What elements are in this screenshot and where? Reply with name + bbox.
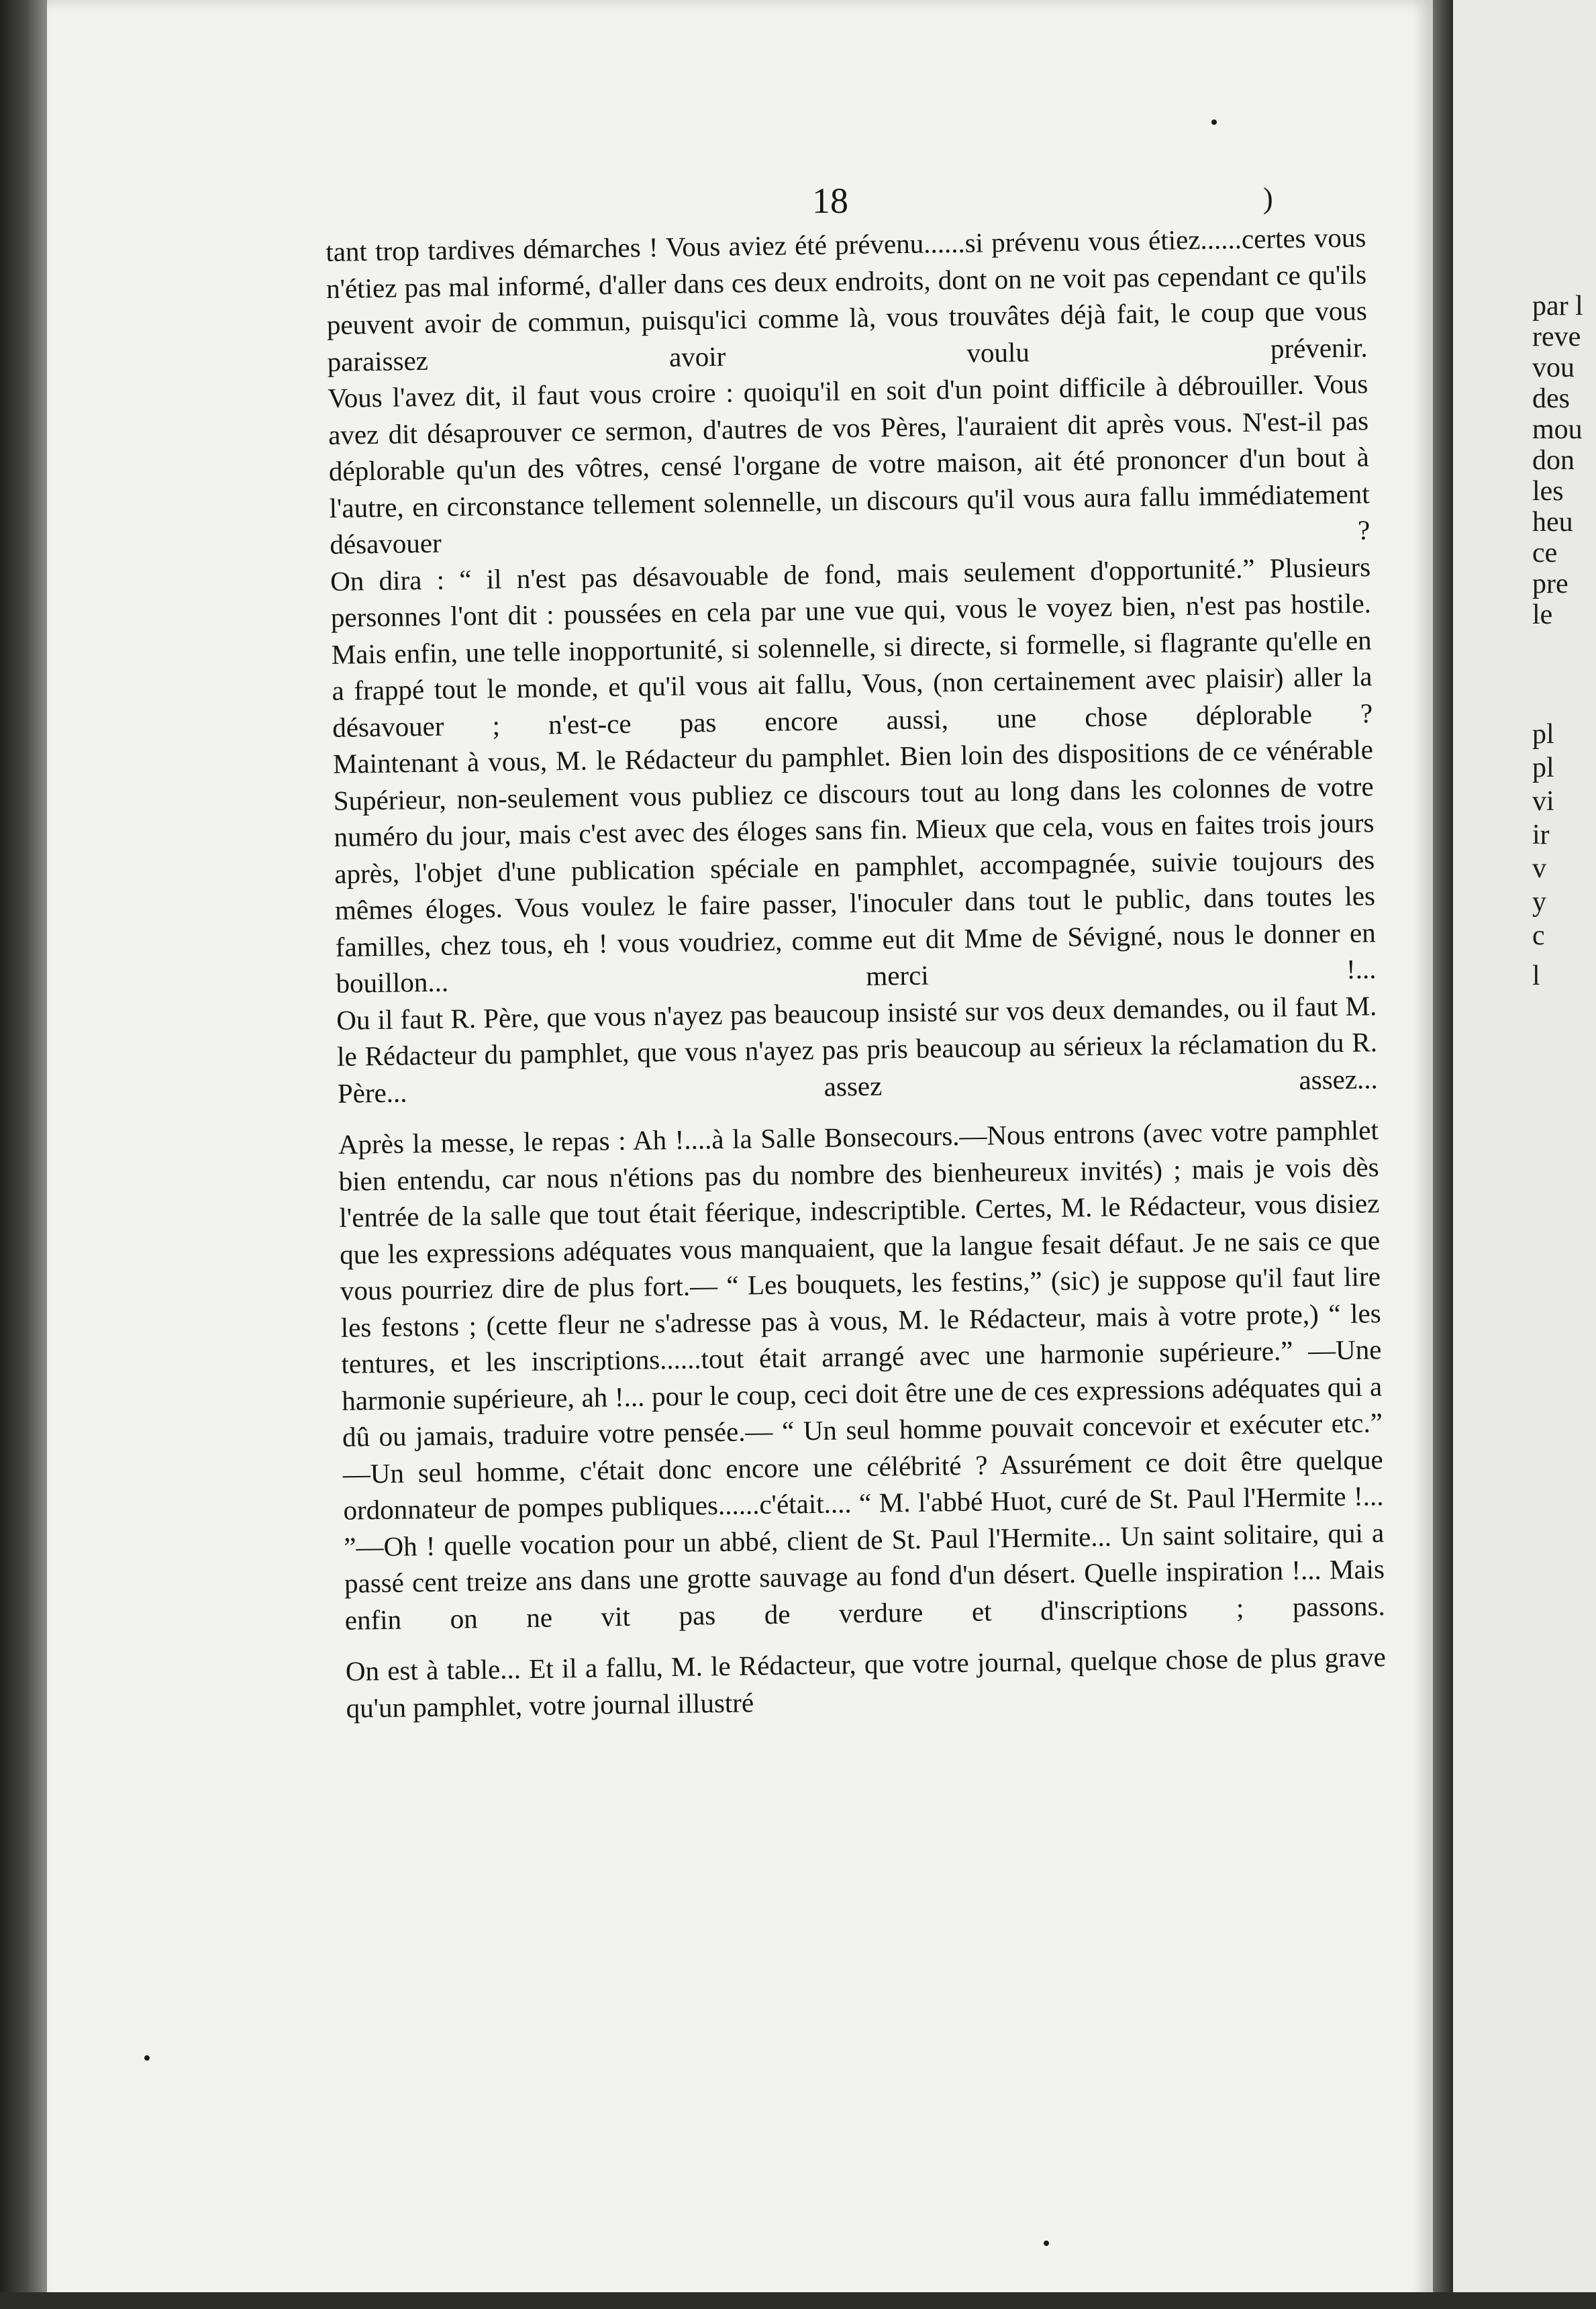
- facing-page-fragment: des: [1532, 383, 1570, 414]
- facing-page-fragment: par l: [1532, 291, 1583, 322]
- facing-page-fragment: ce: [1532, 538, 1558, 569]
- facing-page-fragment: vi: [1532, 786, 1554, 817]
- facing-page-fragment: le: [1532, 599, 1553, 630]
- paragraph-7: On est à table... Et il a fallu, M. le Rédacteur, que votre journal, quelque chose de plus grave qu'un pamphlet, votre journal illustré: [345, 1641, 1387, 1724]
- book-binding: [0, 0, 47, 2309]
- book-page: [47, 0, 1433, 2309]
- paragraph-2: Vous l'avez dit, il faut vous croire : quoiqu'il en soit d'un point difficile à débrouiller. Vous avez dit désaprouver ce sermon, d'autres de vos Pères, l'auraient dit après vous. N'est-il pas déplorable qu'un des vôtres, censé l'organe de votre maison, ait été prononcer d'un bout à l'autre, en circonstance tellement solennelle, un discours qu'il vous aura fallu immédiatement désavouer ?: [328, 368, 1370, 560]
- facing-page-fragment: mou: [1532, 414, 1583, 445]
- facing-page-fragment: y: [1532, 887, 1546, 918]
- facing-page-fragment: heu: [1532, 507, 1573, 538]
- speck-top: [1211, 119, 1217, 125]
- facing-page-fragment: ir: [1532, 820, 1550, 850]
- facing-page-fragment: vou: [1532, 352, 1575, 383]
- facing-page-fragment: v: [1532, 853, 1546, 884]
- paragraph-3: On dira : “ il n'est pas désavouable de fond, mais seulement d'opportunité.” Plusieurs personnes l'ont dit : poussées en cela par une vue qui, vous le voyez bien, n'est pas hostile. Mais enfin, une telle inopportunité, si solennelle, si directe, si formelle, si flagrante qu'elle en a frappé tout le monde, et qu'il vous ait fallu, Vous, (non certainement avec plaisir) aller la désavouer ; n'est-ce pas encore aussi, une chose déplorable ?: [330, 550, 1373, 743]
- paragraph-4: Maintenant à vous, M. le Rédacteur du pamphlet. Bien loin des dispositions de ce vénérable Supérieur, non-seulement vous publiez ce discours tout au long dans les colonnes de votre numéro du jour, mais c'est avec des éloges sans fin. Mieux que cela, vous en faites trois jours après, l'objet d'une publication spéciale en pamphlet, accompagnée, suivie toujours des mêmes éloges. Vous voulez le faire passer, l'inoculer dans tout le public, dans toutes les familles, chez tous, eh ! vous voudriez, comme eut dit Mme de Sévigné, nous le donner en bouillon... merci !...: [332, 734, 1377, 999]
- facing-page-fragment: pl: [1532, 752, 1554, 783]
- speck-bottom: [1044, 2241, 1049, 2246]
- corner-mark: ): [1263, 182, 1273, 215]
- page-gutter: [1433, 0, 1453, 2309]
- facing-page-fragment: pl: [1532, 719, 1554, 750]
- speck-left: [144, 2055, 150, 2061]
- page-number: 18: [812, 181, 848, 221]
- facing-page-fragment: pre: [1532, 569, 1568, 599]
- facing-page-fragment: l: [1532, 961, 1540, 991]
- paragraph-5: Ou il faut R. Père, que vous n'ayez pas beaucoup insisté sur vos deux demandes, ou il faut M. le Rédacteur du pamphlet, que vous n'ayez pas pris beaucoup au sérieux la réclamation du R. Père... assez assez...: [336, 989, 1379, 1109]
- paragraph-1: tant trop tardives démarches ! Vous aviez été prévenu......si prévenu vous étiez......certes vous n'étiez pas mal informé, d'aller dans ces deux endroits, dont on ne voit pas cependant ce qu'ils peuvent avoir de commun, puisqu'ici comme là, vous trouvâtes déjà fait, le coup que vous paraissez avoir voulu prévenir.: [326, 222, 1368, 377]
- facing-page-fragment: don: [1532, 445, 1575, 476]
- body-text: [326, 219, 1387, 1726]
- paragraph-6: Après la messe, le repas : Ah !....à la Salle Bonsecours.—Nous entrons (avec votre pamphlet bien entendu, car nous n'étions pas du nombre des bienheureux invités) ; mais je vois dès l'entrée de la salle que tout était féerique, indescriptible. Certes, M. le Rédacteur, vous disiez que les expressions adéquates vous manquaient, que la langue fesait défaut. Je ne sais ce que vous pourriez dire de plus fort.— “ Les bouquets, les festins,” (sic) je suppose qu'il faut lire les festons ; (cette fleur ne s'adresse pas à vous, M. le Rédacteur, mais à votre prote,) “ les tentures, et les inscriptions......tout était arrangé avec une harmonie supérieure.” —Une harmonie supérieure, ah !... pour le coup, ceci doit être une de ces expressions adéquates qui a dû ou jamais, traduire votre pensée.— “ Un seul homme pouvait concevoir et exécuter etc.” —Un seul homme, c'était donc encore une célébrité ? Assurément ce doit être quelque ordonnateur de pompes publiques......c'était.... “ M. l'abbé Huot, curé de St. Paul l'Hermite !... ”—Oh ! quelle vocation pour un abbé, client de St. Paul l'Hermite... Un saint solitaire, qui a passé cent treize ans dans une grotte sauvage au fond d'un désert. Quelle inspiration !... Mais enfin on ne vit pas de verdure et d'inscriptions ; passons.: [338, 1114, 1386, 1636]
- facing-page-fragment: reve: [1532, 322, 1581, 352]
- facing-page-fragment: les: [1532, 476, 1564, 507]
- facing-page-fragment: c: [1532, 920, 1545, 951]
- scan-bottom-edge: [0, 2292, 1596, 2309]
